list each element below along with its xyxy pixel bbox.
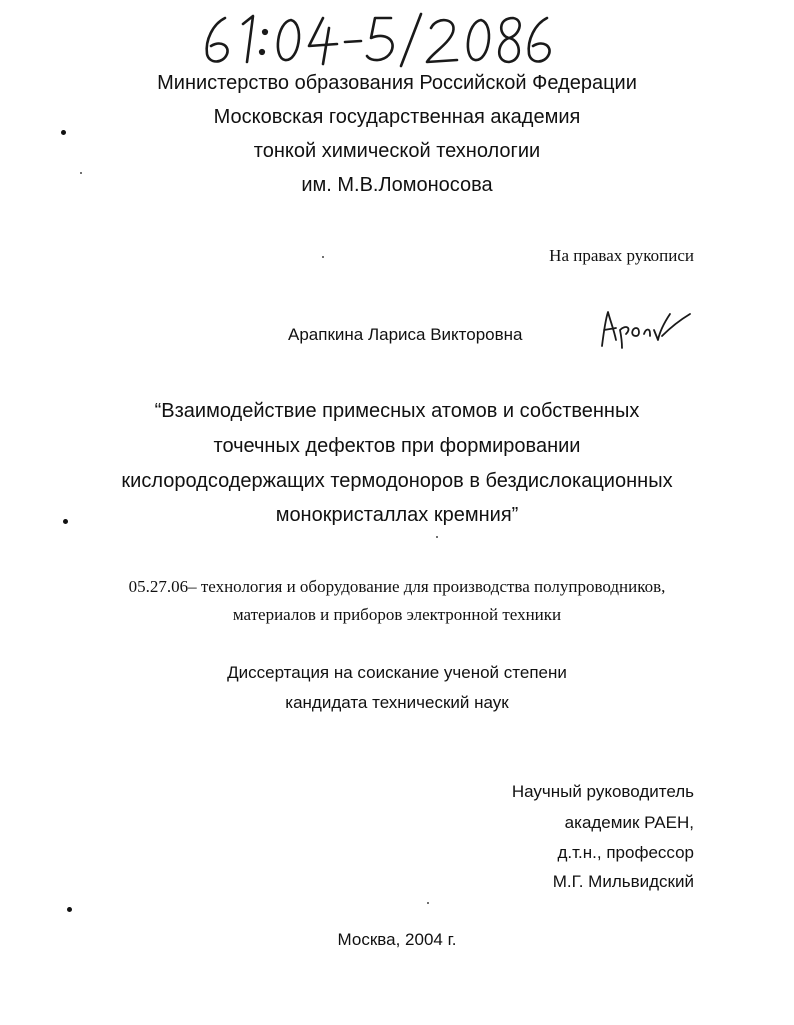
supervisor-line-4: М.Г. Мильвидский: [552, 872, 694, 891]
scan-dot: [63, 519, 68, 524]
institution-line-1: Министерство образования Российской Федерации: [157, 72, 637, 94]
specialty-line-2: материалов и приборов электронной техники: [232, 605, 562, 624]
signature-icon: [592, 300, 692, 350]
title-line-3: кислородсодержащих термодоноров в бездислокационных: [121, 470, 673, 492]
scan-speck: [427, 902, 429, 904]
title-line-1: “Взаимодействие примесных атомов и собственных: [154, 400, 640, 422]
supervisor-line-2: академик РАЕН,: [564, 813, 694, 832]
scan-speck: [322, 256, 324, 258]
title-line-4: монокристаллах кремния”: [275, 504, 519, 526]
degree-line-2: кандидата технический наук: [285, 693, 509, 712]
manuscript-rights: На правах рукописи: [549, 246, 694, 265]
scan-dot: [61, 130, 66, 135]
scan-speck: [80, 172, 82, 174]
supervisor-line-3: д.т.н., профессор: [557, 843, 694, 862]
institution-line-4: им. М.В.Ломоносова: [301, 174, 493, 196]
title-line-2: точечных дефектов при формировании: [213, 435, 581, 457]
institution-line-3: тонкой химической технологии: [253, 140, 541, 162]
place-year: Москва, 2004 г.: [337, 930, 457, 949]
author-name: Арапкина Лариса Викторовна: [288, 325, 523, 344]
scan-dot: [67, 907, 72, 912]
specialty-line-1: 05.27.06– технология и оборудование для производства полупроводников,: [128, 577, 666, 596]
degree-line-1: Диссертация на соискание ученой степени: [227, 663, 567, 682]
supervisor-line-1: Научный руководитель: [511, 782, 694, 801]
institution-line-2: Московская государственная академия: [213, 106, 581, 128]
handwritten-archive-number: [195, 10, 555, 70]
scan-speck: [436, 536, 438, 538]
